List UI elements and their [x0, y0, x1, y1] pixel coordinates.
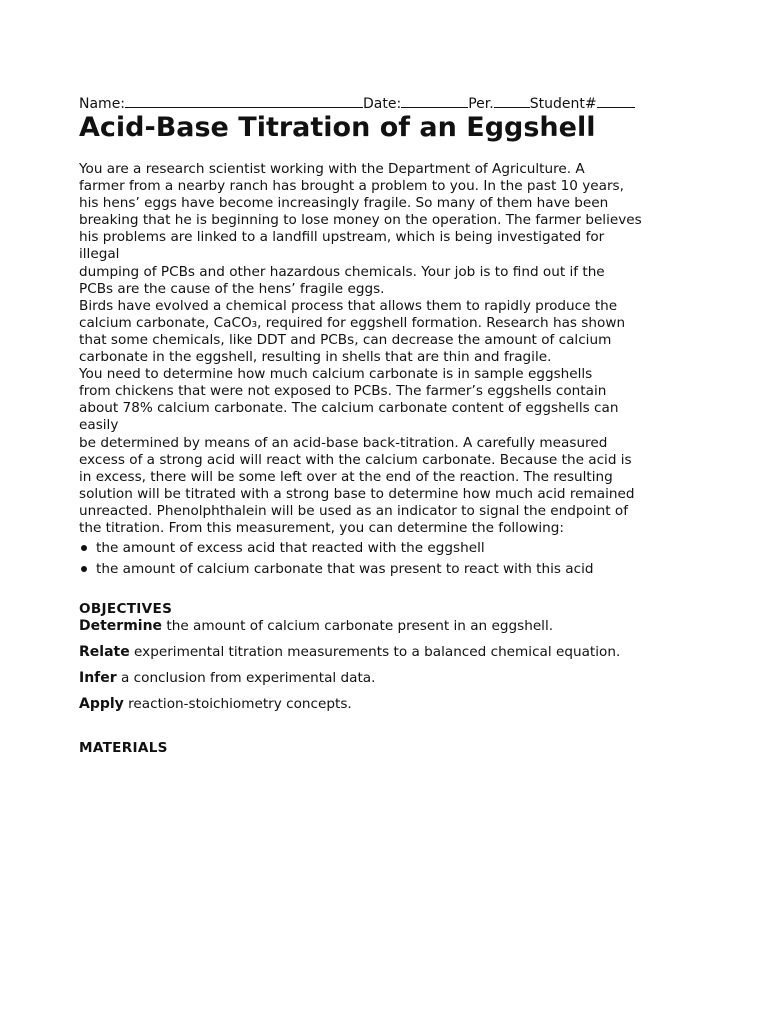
- introduction-text: [79, 161, 689, 579]
- objective-item: [79, 670, 689, 687]
- objective-text: reaction-stoichiometry concepts.: [128, 696, 352, 712]
- name-blank: [125, 93, 363, 108]
- objective-item: [79, 644, 689, 661]
- body-line: his problems are linked to a landfill upstream, which is being investigated for: [79, 229, 605, 246]
- bullet-icon: [81, 566, 87, 572]
- list-item: [79, 559, 689, 580]
- body-line: that some chemicals, like DDT and PCBs, can decrease the amount of calcium: [79, 331, 612, 348]
- objective-text: the amount of calcium carbonate present in an eggshell.: [166, 618, 554, 634]
- body-line: farmer from a nearby ranch has brought a problem to you. In the past 10 years,: [79, 178, 624, 195]
- body-line: dumping of PCBs and other hazardous chemicals. Your job is to find out if the: [79, 263, 605, 280]
- bullet-icon: [81, 545, 87, 551]
- body-line: carbonate in the eggshell, resulting in shells that are thin and fragile.: [79, 349, 552, 366]
- name-label: Name:: [79, 96, 126, 112]
- date-label: Date:: [363, 96, 402, 112]
- body-line: be determined by means of an acid-base back-titration. A carefully measured: [79, 434, 608, 451]
- objective-text: experimental titration measurements to a balanced chemical equation.: [134, 644, 621, 660]
- body-line: illegal: [79, 246, 120, 263]
- bullet-text: the amount of excess acid that reacted with the eggshell: [96, 540, 485, 557]
- body-line: easily: [79, 417, 119, 434]
- page-title: Acid-Base Titration of an Eggshell: [79, 112, 596, 143]
- body-line: the titration. From this measurement, you can determine the following:: [79, 519, 564, 536]
- list-item: [79, 538, 689, 559]
- body-line: breaking that he is beginning to lose money on the operation. The farmer believes: [79, 212, 642, 229]
- date-blank: [401, 93, 468, 108]
- body-line: his hens’ eggs have become increasingly fragile. So many of them have been: [79, 195, 609, 212]
- body-line: from chickens that were not exposed to PCBs. The farmer’s eggshells contain: [79, 383, 607, 400]
- bullet-text: the amount of calcium carbonate that was present to react with this acid: [96, 560, 594, 577]
- student-number-label: Student#: [529, 96, 597, 112]
- body-line: Birds have evolved a chemical process that allows them to rapidly produce the: [79, 297, 618, 314]
- body-line: solution will be titrated with a strong base to determine how much acid remained: [79, 485, 635, 502]
- objectives-heading: OBJECTIVES: [79, 601, 173, 617]
- body-line: about 78% calcium carbonate. The calcium carbonate content of eggshells can: [79, 400, 619, 417]
- period-blank: [494, 93, 530, 108]
- period-label: Per.: [468, 96, 494, 112]
- objective-item: [79, 618, 689, 635]
- objective-verb: Apply: [79, 696, 124, 712]
- materials-heading: MATERIALS: [79, 740, 168, 756]
- body-line: in excess, there will be some left over at the end of the reaction. The resulting: [79, 468, 613, 485]
- body-line: PCBs are the cause of the hens’ fragile eggs.: [79, 280, 385, 297]
- body-line: unreacted. Phenolphthalein will be used as an indicator to signal the endpoint of: [79, 502, 628, 519]
- body-line: You are a research scientist working with the Department of Agriculture. A: [79, 161, 585, 177]
- body-line: excess of a strong acid will react with the calcium carbonate. Because the acid is: [79, 451, 632, 468]
- bullet-list: [79, 538, 689, 579]
- student-number-blank: [597, 93, 635, 108]
- objective-verb: Determine: [79, 618, 163, 634]
- objective-verb: Relate: [79, 644, 130, 660]
- objective-text: a conclusion from experimental data.: [121, 670, 376, 686]
- body-line: calcium carbonate, CaCO₃, required for eggshell formation. Research has shown: [79, 314, 626, 331]
- objective-item: [79, 696, 689, 713]
- objectives-section: [79, 601, 689, 713]
- objective-verb: Infer: [79, 670, 117, 686]
- body-line: You need to determine how much calcium carbonate is in sample eggshells: [79, 366, 593, 383]
